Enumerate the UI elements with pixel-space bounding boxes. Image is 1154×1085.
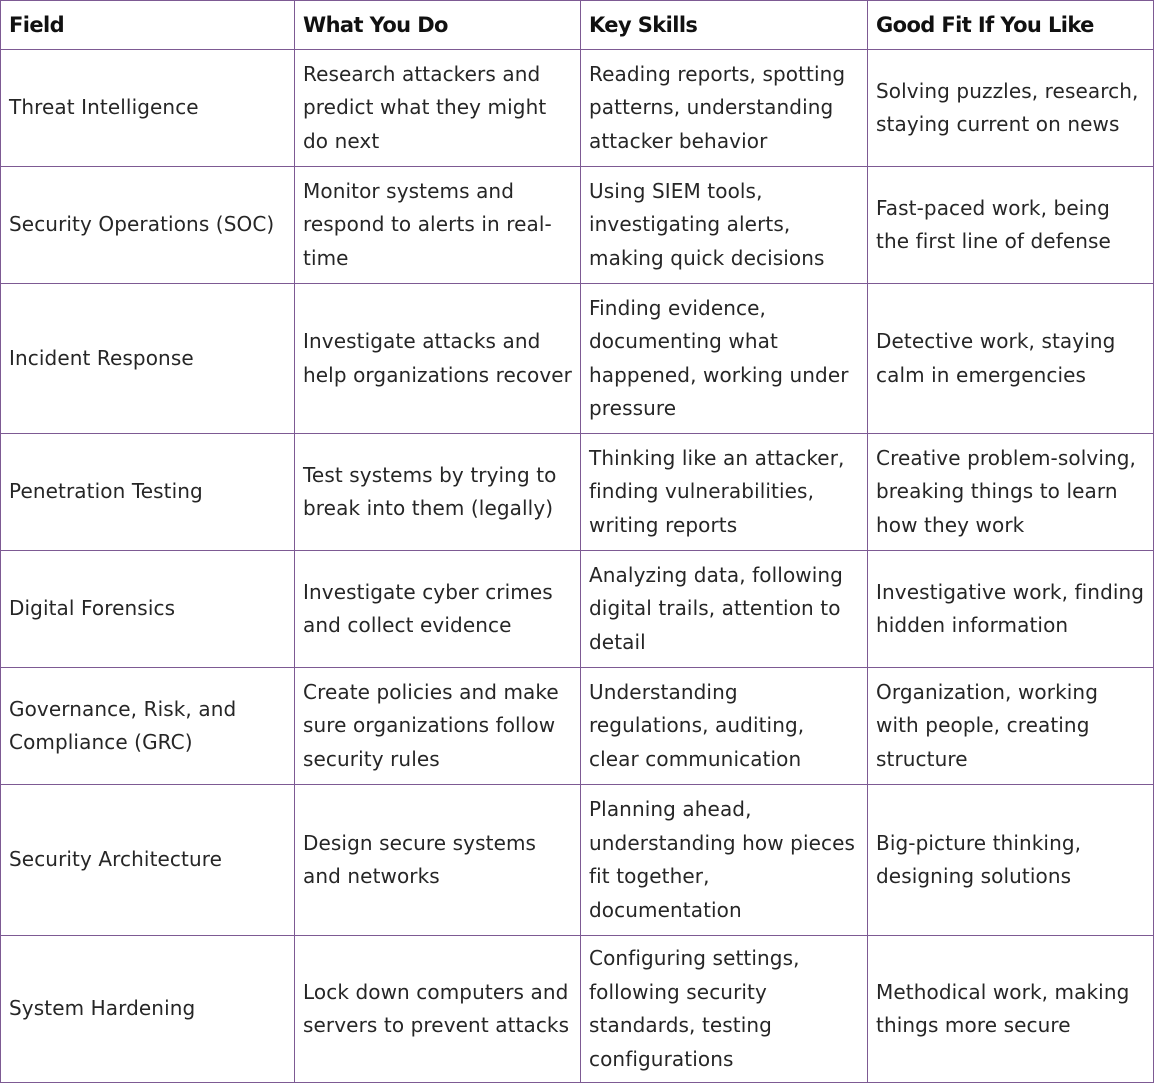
header-row: [1, 1, 1154, 50]
fit-text: Methodical work, making things more secure: [876, 979, 1130, 1037]
cell-fit: [868, 551, 1154, 668]
field-text: System Hardening: [9, 996, 196, 1021]
header-what-you-do: What You Do: [295, 1, 581, 50]
skills-text: Reading reports, spotting patterns, understanding attacker behavior: [589, 61, 846, 153]
table-body: [1, 50, 1154, 1083]
table-row: [1, 50, 1154, 167]
cell-fit: [868, 434, 1154, 551]
what-text: Research attackers and predict what they might do next: [303, 61, 547, 153]
skills-text: Thinking like an attacker, finding vulnerabilities, writing reports: [589, 445, 845, 537]
cell-skills: [581, 284, 868, 434]
cell-fit: [868, 936, 1154, 1083]
what-text: Create policies and make sure organizations follow security rules: [303, 679, 559, 771]
what-text: Lock down computers and servers to prevent attacks: [303, 979, 570, 1037]
field-text: Incident Response: [9, 345, 194, 370]
fit-text: Solving puzzles, research, staying current on news: [876, 78, 1139, 136]
table-row: [1, 936, 1154, 1083]
cell-skills: [581, 50, 868, 167]
fit-text: Big-picture thinking, designing solutions: [876, 830, 1082, 888]
what-text: Monitor systems and respond to alerts in real-time: [303, 178, 552, 270]
cell-fit: [868, 167, 1154, 284]
cell-fit: [868, 668, 1154, 785]
cell-what: [295, 551, 581, 668]
skills-text: Configuring settings, following security standards, testing configurations: [589, 946, 800, 1071]
cell-what: [295, 50, 581, 167]
field-text: Security Operations (SOC): [9, 212, 275, 237]
header-key-skills: Key Skills: [581, 1, 868, 50]
cell-skills: [581, 785, 868, 936]
fit-text: Creative problem-solving, breaking things to learn how they work: [876, 445, 1137, 537]
fit-text: Fast-paced work, being the first line of defense: [876, 195, 1111, 253]
cell-skills: [581, 167, 868, 284]
cell-what: [295, 936, 581, 1083]
cell-what: [295, 167, 581, 284]
what-text: Design secure systems and networks: [303, 830, 537, 888]
cell-skills: [581, 668, 868, 785]
field-text: Governance, Risk, and Compliance (GRC): [9, 696, 237, 754]
cell-field: [1, 785, 295, 936]
field-text: Digital Forensics: [9, 596, 176, 621]
table-row: [1, 668, 1154, 785]
cell-skills: [581, 434, 868, 551]
skills-text: Analyzing data, following digital trails, attention to detail: [589, 562, 843, 654]
cell-field: [1, 434, 295, 551]
header-good-fit: Good Fit If You Like: [868, 1, 1154, 50]
cell-field: [1, 668, 295, 785]
cell-what: [295, 284, 581, 434]
table-row: [1, 551, 1154, 668]
table-row: [1, 284, 1154, 434]
cell-skills: [581, 551, 868, 668]
table-row: [1, 434, 1154, 551]
what-text: Test systems by trying to break into them (legally): [303, 462, 557, 520]
table-row: [1, 785, 1154, 936]
cell-what: [295, 434, 581, 551]
cell-fit: [868, 785, 1154, 936]
skills-text: Understanding regulations, auditing, clear communication: [589, 679, 805, 771]
what-text: Investigate attacks and help organizations recover: [303, 329, 573, 387]
cell-field: [1, 551, 295, 668]
fit-text: Investigative work, finding hidden information: [876, 579, 1145, 637]
fit-text: Organization, working with people, creating structure: [876, 679, 1099, 771]
field-text: Threat Intelligence: [9, 95, 199, 120]
skills-text: Finding evidence, documenting what happened, working under pressure: [589, 295, 849, 420]
cell-field: [1, 284, 295, 434]
what-text: Investigate cyber crimes and collect evidence: [303, 579, 553, 637]
field-text: Security Architecture: [9, 847, 223, 872]
skills-text: Planning ahead, understanding how pieces fit together, documentation: [589, 797, 856, 922]
cell-field: [1, 936, 295, 1083]
fit-text: Detective work, staying calm in emergencies: [876, 329, 1116, 387]
field-text: Penetration Testing: [9, 479, 203, 504]
table-header: [1, 1, 1154, 50]
header-field: Field: [1, 1, 295, 50]
cell-fit: [868, 284, 1154, 434]
cell-what: [295, 668, 581, 785]
cell-field: [1, 50, 295, 167]
table-row: [1, 167, 1154, 284]
cell-what: [295, 785, 581, 936]
cell-fit: [868, 50, 1154, 167]
cell-skills: [581, 936, 868, 1083]
skills-text: Using SIEM tools, investigating alerts, making quick decisions: [589, 178, 825, 270]
cell-field: [1, 167, 295, 284]
